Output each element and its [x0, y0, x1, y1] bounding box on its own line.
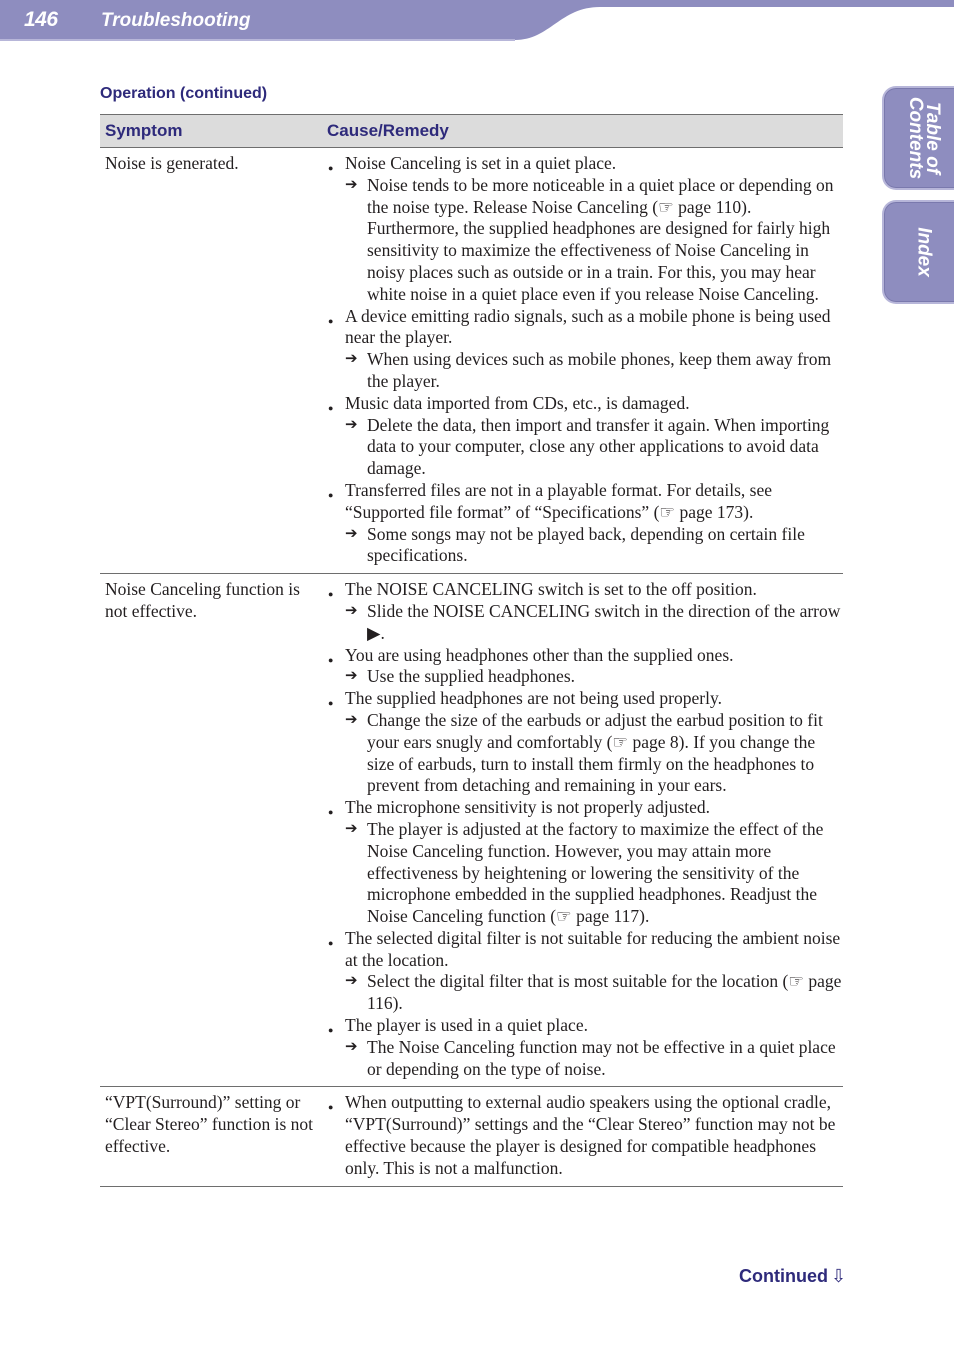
cause-text: The player is used in a quiet place. [345, 1015, 588, 1036]
index-tab[interactable] [882, 200, 954, 304]
cause-remedy-cell [322, 574, 843, 1087]
table-row [100, 574, 843, 1087]
arrow-right-icon: ➔ [345, 668, 358, 685]
arrow-right-icon: ➔ [345, 351, 358, 368]
cause-text: You are using headphones other than the supplied ones. [345, 644, 734, 665]
cause-item [327, 797, 843, 819]
cause-text: The supplied headphones are not being used properly. [345, 688, 722, 709]
remedy-item [327, 1037, 843, 1081]
remedy-item [327, 349, 843, 393]
remedy-text: Use the supplied headphones. [367, 666, 576, 687]
arrow-right-icon: ➔ [345, 711, 358, 728]
cause-item [327, 306, 843, 350]
table-of-contents-label-line2: Contents [905, 96, 926, 180]
symptom-cell: Noise Canceling function is not effective. [100, 574, 322, 1087]
remedy-item [327, 175, 843, 306]
cause-text: Noise Canceling is set in a quiet place. [345, 153, 617, 173]
continued-link[interactable] [739, 1266, 846, 1287]
bullet-icon: ● [328, 698, 334, 709]
remedy-item [327, 524, 843, 568]
arrow-right-icon: ➔ [345, 820, 358, 837]
bullet-icon: ● [328, 402, 334, 413]
bullet-icon: ● [328, 807, 334, 818]
remedy-item [327, 710, 843, 797]
remedy-item [327, 601, 843, 645]
cause-item [327, 928, 843, 972]
section-title: Troubleshooting [101, 10, 251, 31]
symptom-cell: Noise is generated. [100, 148, 322, 574]
bullet-icon: ● [328, 654, 334, 665]
page-number: 146 [24, 8, 58, 31]
continued-label: Continued [739, 1266, 828, 1286]
cause-text: The NOISE CANCELING switch is set to the off position. [345, 579, 757, 600]
table-of-contents-label [907, 97, 941, 179]
remedy-text: The Noise Canceling function may not be effective in a quiet place or depending on the type of noise. [367, 1036, 836, 1079]
bullet-icon: ● [328, 589, 334, 600]
cause-item [327, 1092, 843, 1179]
arrow-right-icon: ➔ [345, 602, 358, 619]
cause-text: Music data imported from CDs, etc., is damaged. [345, 392, 690, 413]
table-of-contents-label-line1: Table of [922, 101, 943, 175]
bullet-icon: ● [328, 937, 334, 948]
arrow-right-icon: ➔ [345, 416, 358, 433]
table-row [100, 1087, 843, 1186]
cause-item [327, 393, 843, 415]
cause-text: When outputting to external audio speakers using the optional cradle, “VPT(Surround)” settings and the “Clear Stereo” function may not be effective because the player is designed for compatible headphones only. This is not a malfunction. [345, 1092, 836, 1178]
arrow-right-icon: ➔ [345, 176, 358, 193]
cause-item [327, 1015, 843, 1037]
cause-text: A device emitting radio signals, such as a mobile phone is being used near the player. [345, 305, 831, 348]
cause-item [327, 153, 843, 175]
cause-item [327, 480, 843, 524]
remedy-text: When using devices such as mobile phones, keep them away from the player. [367, 349, 832, 391]
remedy-text: Slide the NOISE CANCELING switch in the direction of the arrow ▶. [367, 600, 841, 643]
remedy-text: Noise tends to be more noticeable in a quiet place or depending on the noise type. Release Noise Canceling (☞ page 110). Furthermore, the supplied headphones are designed for fairly high sensitivity to maximize the effectiveness of Noise Canceling in noisy places such as outside or in a train. For this, you may hear white noise in a quiet place even if you release Noise Canceling. [367, 174, 834, 304]
remedy-text: Some songs may not be played back, depending on certain file specifications. [367, 523, 805, 566]
table-header-row [100, 115, 843, 148]
troubleshooting-table [100, 114, 843, 1187]
remedy-text: Change the size of the earbuds or adjust the earbud position to fit your ears snugly and comfortably (☞ page 8). If you change the size of earbuds, turn to install them firmly on the headphones to prevent from detaching and remaining in your ears. [367, 709, 823, 796]
cause-item [327, 579, 843, 601]
subsection-title: Operation (continued) [100, 85, 268, 102]
bullet-icon: ● [328, 163, 334, 173]
table-body [100, 148, 843, 1187]
table-row [100, 148, 843, 574]
remedy-text: The player is adjusted at the factory to maximize the effect of the Noise Canceling function. However, you may attain more effectiveness by heightening or lowering the sensitivity of the microphone embedded in the supplied headphones. Readjust the Noise Canceling function (☞ page 117). [367, 818, 824, 927]
table-of-contents-tab[interactable] [882, 86, 954, 190]
cause-text: The selected digital filter is not suitable for reducing the ambient noise at the location. [345, 927, 841, 970]
cause-item [327, 645, 843, 667]
down-arrow-icon: ⇩ [830, 1266, 847, 1286]
bullet-icon: ● [328, 315, 334, 326]
arrow-right-icon: ➔ [345, 1038, 358, 1055]
remedy-item [327, 666, 843, 688]
cause-text: Transferred files are not in a playable format. For details, see “Supported file format” of “Specifications” (☞ page 173). [345, 479, 772, 522]
symptom-cell: “VPT(Surround)” setting or “Clear Stereo” function is not effective. [100, 1087, 322, 1186]
cause-remedy-cell [322, 1087, 843, 1186]
remedy-text: Delete the data, then import and transfer it again. When importing data to your computer, close any other applications to avoid data damage. [367, 414, 830, 479]
index-label: Index [913, 227, 935, 277]
bullet-icon: ● [328, 1025, 334, 1036]
symptom-column-header: Symptom [100, 115, 322, 148]
cause-item [327, 688, 843, 710]
bullet-icon: ● [328, 489, 334, 500]
bullet-icon: ● [328, 1102, 334, 1113]
cause-remedy-cell [322, 148, 843, 574]
arrow-right-icon: ➔ [345, 973, 358, 990]
cause-text: The microphone sensitivity is not properly adjusted. [345, 797, 711, 818]
arrow-right-icon: ➔ [345, 525, 358, 542]
cause-column-header: Cause/Remedy [322, 115, 843, 148]
remedy-text: Select the digital filter that is most suitable for the location (☞ page 116). [367, 971, 842, 1014]
remedy-item [327, 971, 843, 1015]
remedy-item [327, 415, 843, 480]
remedy-item [327, 819, 843, 928]
